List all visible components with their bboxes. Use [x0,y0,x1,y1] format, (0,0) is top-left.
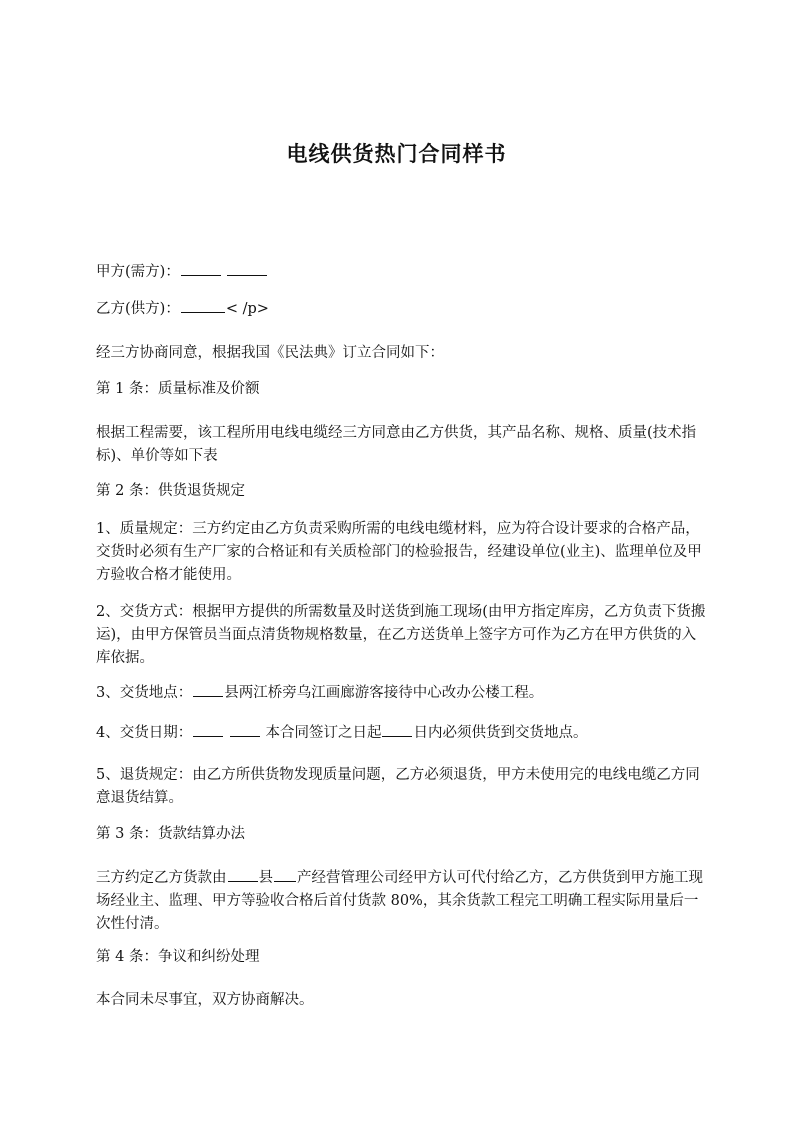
item-3-suffix: 县两江桥旁乌江画廊游客接待中心改办公楼工程。 [224,685,544,701]
party-a-blank-2 [227,261,267,276]
item-4-suffix: 日内必须供货到交货地点。 [413,725,588,741]
article-2-item-5: 5、退货规定：由乙方所供货物发现质量问题，乙方必须退货，甲方未使用完的电线电缆乙方同意退货结算。 [96,767,700,806]
article-3-suffix: 产经营管理公司经甲方认可代付给乙方，乙方供货到甲方施工现场经业主、监理、甲方等验收合格后首付货款 80%，其余货款工程完工明确工程实际用量后一次性付清。 [96,870,703,932]
article-1-heading: 第 1 条：质量标准及价额 [96,381,260,397]
article-2-item-3 [96,682,706,705]
party-b-trailing: < /p> [225,301,269,317]
article-3-mid: 县 [258,870,273,886]
party-a-line [96,261,706,284]
item-4-blank-2 [230,722,260,737]
item-3-blank [193,682,223,697]
item-3-prefix: 3、交货地点： [96,685,193,701]
article-2-item-4 [96,722,706,745]
party-a-label: 甲方(需方)： [96,264,180,280]
party-b-line [96,298,706,321]
party-b-label: 乙方(供方)： [96,301,180,317]
article-4-body: 本合同未尽事宜，双方协商解决。 [96,992,314,1008]
intro-paragraph: 经三方协商同意，根据我国《民法典》订立合同如下： [96,345,444,361]
item-4-blank-1 [193,722,223,737]
party-a-blank-1 [181,261,221,276]
item-4-mid: 本合同签订之日起 [260,725,382,741]
article-3-body [96,867,706,936]
article-4-heading: 第 4 条：争议和纠纷处理 [96,949,260,965]
article-3-prefix: 三方约定乙方货款由 [96,870,227,886]
article-3-heading: 第 3 条：货款结算办法 [96,826,245,842]
article-2-heading: 第 2 条：供货退货规定 [96,483,245,499]
party-b-blank [181,298,225,313]
document-title: 电线供货热门合同样书 [286,142,507,166]
item-4-prefix: 4、交货日期： [96,725,193,741]
article-3-blank-2 [274,867,296,882]
article-3-blank-1 [228,867,258,882]
article-1-body: 根据工程需要，该工程所用电线电缆经三方同意由乙方供货，其产品名称、规格、质量(技术指标)、单价等如下表 [96,425,697,464]
article-2-item-1: 1、质量规定：三方约定由乙方负责采购所需的电线电缆材料，应为符合设计要求的合格产品，交货时必须有生产厂家的合格证和有关质检部门的检验报告，经建设单位(业主)、监理单位及甲方验收合格才能使用。 [96,521,702,583]
item-4-blank-3 [382,722,412,737]
article-2-item-2: 2、交货方式：根据甲方提供的所需数量及时送货到施工现场(由甲方指定库房，乙方负责下货搬运)，由甲方保管员当面点清货物规格数量，在乙方送货单上签字方可作为乙方在甲方供货的入库依据。 [96,604,706,666]
